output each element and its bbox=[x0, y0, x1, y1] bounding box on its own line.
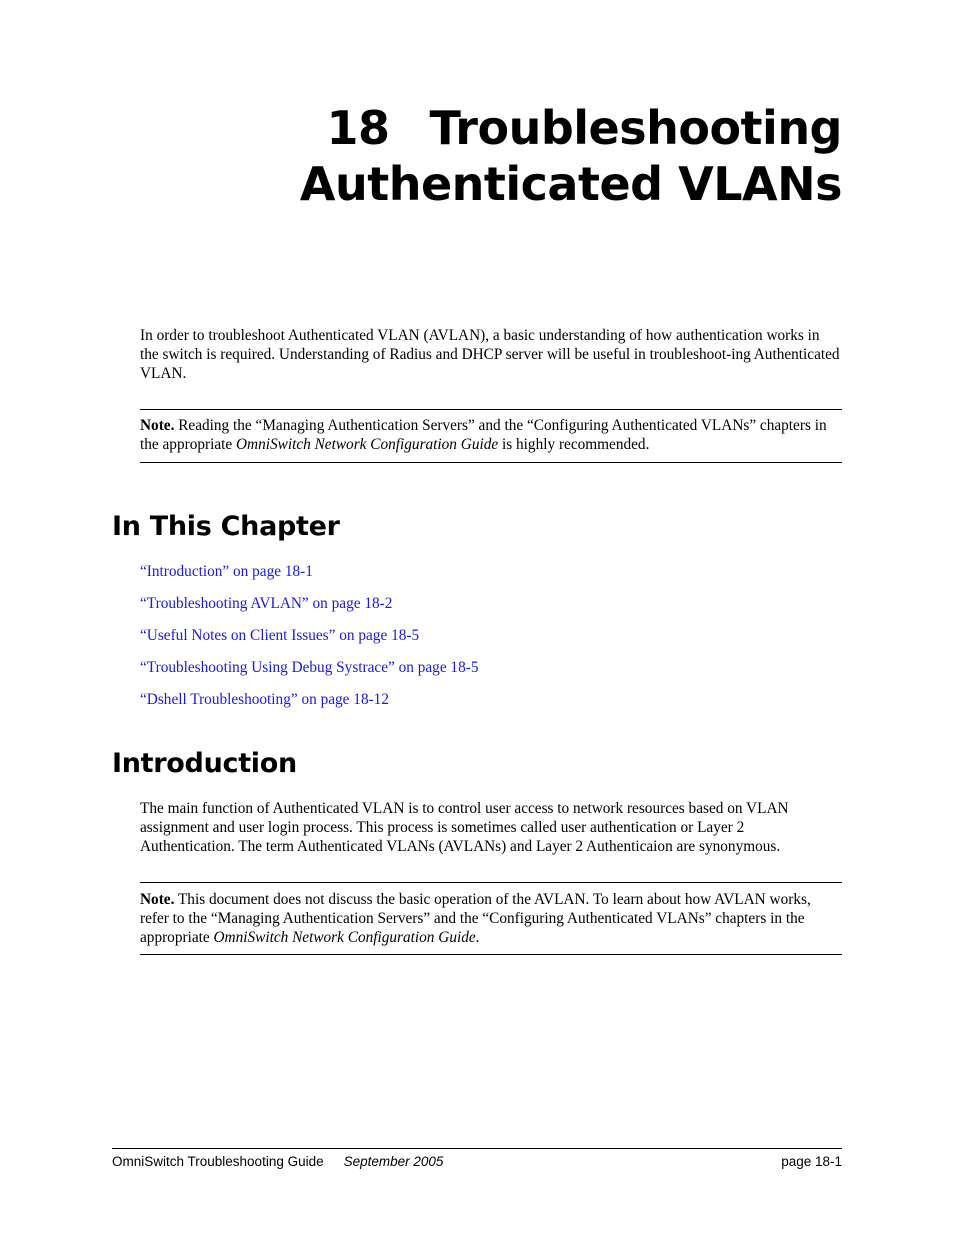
chapter-title bbox=[300, 100, 842, 212]
toc-link-useful-notes[interactable]: “Useful Notes on Client Issues” on page 18-5 bbox=[140, 627, 420, 644]
toc-link-dshell[interactable]: “Dshell Troubleshooting” on page 18-12 bbox=[140, 691, 389, 708]
note-box-2 bbox=[140, 882, 842, 955]
note-box-1 bbox=[140, 409, 842, 463]
intro-paragraph: In order to troubleshoot Authenticated VLAN (AVLAN), a basic understanding of how authentication works in the switch is required. Understanding of Radius and DHCP server will be useful in troubleshoot-ing Authenticated VLAN. bbox=[140, 327, 840, 382]
introduction-heading: Introduction bbox=[112, 748, 297, 779]
note-2-text: Note. This document does not discuss the basic operation of the AVLAN. To learn about how AVLAN works, refer to the “Managing Authentication Servers” and the “Configuring Authenticated VLANs” chapters in the appropriate OmniSwitch Network Configuration Guide. bbox=[140, 891, 811, 946]
note-1-label: Note. bbox=[140, 417, 175, 434]
toc-link-troubleshooting-avlan[interactable]: “Troubleshooting AVLAN” on page 18-2 bbox=[140, 595, 393, 612]
footer-page-number: page 18-1 bbox=[781, 1154, 842, 1169]
chapter-number: 18 bbox=[326, 101, 390, 155]
footer-date: September 2005 bbox=[343, 1154, 444, 1169]
chapter-title-line1: Troubleshooting bbox=[429, 101, 842, 155]
toc-link-introduction[interactable]: “Introduction” on page 18-1 bbox=[140, 563, 313, 580]
footer-guide-name: OmniSwitch Troubleshooting Guide bbox=[112, 1154, 324, 1169]
toc-link-debug-systrace[interactable]: “Troubleshooting Using Debug Systrace” on page 18-5 bbox=[140, 659, 479, 676]
chapter-title-line2: Authenticated VLANs bbox=[299, 157, 842, 211]
guide-title-italic: OmniSwitch Network Configuration Guide bbox=[236, 436, 499, 453]
note-2-label: Note. bbox=[140, 891, 175, 908]
introduction-paragraph: The main function of Authenticated VLAN is to control user access to network resources based on VLAN assignment and user login process. This process is sometimes called user authentication or Layer 2 Authentication. The term Authenticated VLANs (AVLANs) and Layer 2 Authenticaion are synonymous. bbox=[140, 800, 789, 855]
footer-left bbox=[112, 1153, 443, 1171]
in-this-chapter-heading: In This Chapter bbox=[112, 511, 340, 542]
guide-title-italic: OmniSwitch Network Configuration Guide bbox=[213, 929, 476, 946]
note-1-text: Note. Reading the “Managing Authentication Servers” and the “Configuring Authenticated VLANs” chapters in the appropriate OmniSwitch Network Configuration Guide is highly recommended. bbox=[140, 417, 827, 453]
page-footer bbox=[112, 1148, 842, 1169]
